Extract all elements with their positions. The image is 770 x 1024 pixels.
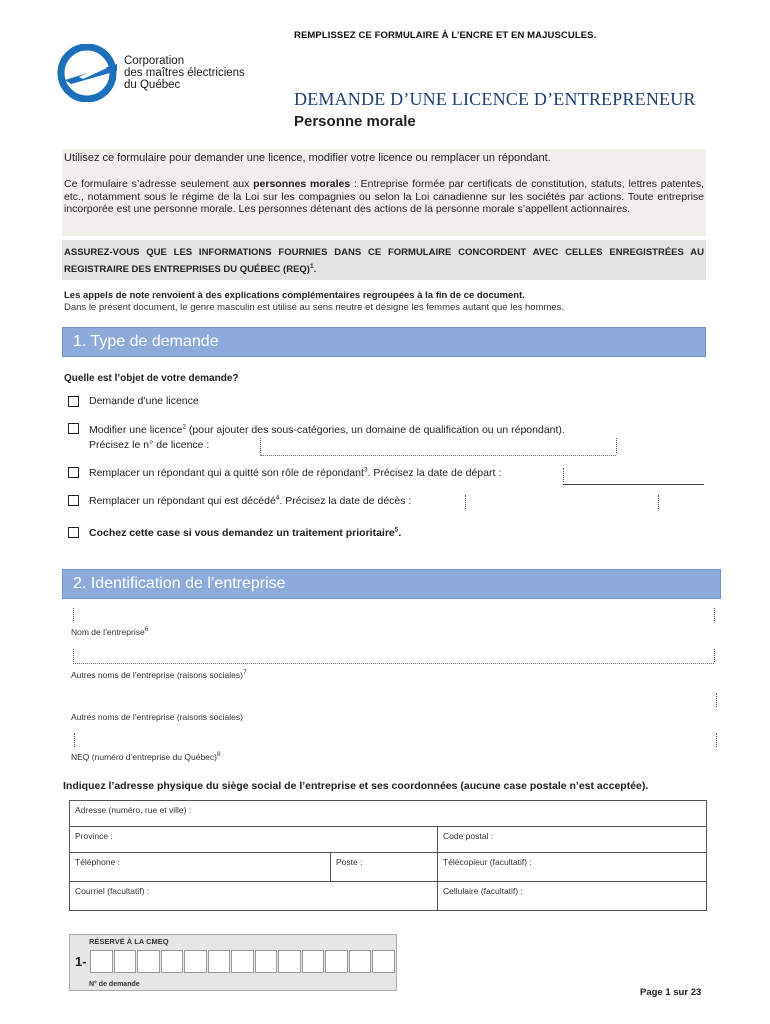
request-digit-box[interactable]: [372, 950, 395, 973]
checkbox-new-licence[interactable]: [68, 396, 79, 407]
reserved-title: RÉSERVÉ À LA CMEQ: [89, 937, 169, 946]
licence-number-field[interactable]: [260, 455, 616, 456]
licence-number-field-edge-right: [616, 438, 617, 453]
request-digit-box[interactable]: [325, 950, 348, 973]
section-1-header: [62, 327, 706, 357]
section-1-title: 1. Type de demande: [73, 333, 219, 350]
form-instruction: REMPLISSEZ CE FORMULAIRE À L’ENCRE ET EN MAJUSCULES.: [294, 30, 597, 41]
address-table: [69, 800, 707, 911]
document-subtitle: Personne morale: [294, 113, 416, 130]
other-names-2-field[interactable]: [716, 693, 717, 707]
logo-line-1: Corporation: [124, 55, 185, 67]
phone-cell[interactable]: Téléphone :: [70, 853, 331, 882]
neq-label: [71, 752, 221, 762]
logo-line-2: des maîtres électriciens: [124, 67, 245, 79]
other-names-1-text: Autres noms de l’entreprise (raisons sociales): [71, 670, 243, 680]
neq-text: NEQ (numéro d’entreprise du Québec): [71, 752, 217, 762]
request-digit-box[interactable]: [114, 950, 137, 973]
email-cell[interactable]: Courriel (facultatif) :: [70, 882, 438, 911]
opt3-text-end: . Précisez la date de départ :: [367, 467, 502, 479]
table-row: [70, 801, 707, 827]
opt2-text-end: (pour ajouter des sous-catégories, un domaine de qualification ou un répondant).: [186, 424, 565, 436]
address-cell[interactable]: Adresse (numéro, rue et ville) :: [70, 801, 707, 827]
death-date-field-edge: [465, 495, 466, 509]
opt3-footnote: 3: [363, 466, 368, 474]
page-number: Page 1 sur 23: [640, 987, 702, 998]
request-digit-box[interactable]: [255, 950, 278, 973]
request-digit-box[interactable]: [161, 950, 184, 973]
request-digit-box[interactable]: [90, 950, 113, 973]
section-2-title: 2. Identification de l’entreprise: [73, 575, 286, 592]
option-replace-respondent-left: [89, 467, 501, 479]
province-cell[interactable]: Province :: [70, 827, 438, 853]
opt4-text-end: . Précisez la date de décès :: [279, 495, 412, 507]
intro-para-start: Ce formulaire s’adresse seulement aux: [64, 178, 254, 190]
neq-footnote: 8: [217, 751, 221, 759]
other-names-1-footnote: 7: [242, 669, 247, 677]
cell-phone-cell[interactable]: Cellulaire (facultatif) :: [438, 882, 707, 911]
organization-name: [124, 55, 245, 91]
cmeq-logo-icon: [57, 44, 119, 102]
table-row: [70, 882, 707, 911]
intro-paragraph: [64, 178, 704, 216]
option-new-licence: Demande d’une licence: [89, 395, 199, 407]
other-names-2-label: Autres noms de l’entreprise (raisons sociales): [71, 712, 243, 722]
checkbox-priority[interactable]: [68, 527, 79, 538]
footnote-note: Les appels de note renvoient à des explications complémentaires regroupées à la fin de ce document.: [64, 290, 525, 301]
logo-line-3: du Québec: [124, 79, 181, 91]
request-digit-box[interactable]: [349, 950, 372, 973]
company-name-text: Nom de l’entreprise: [71, 627, 145, 637]
other-names-1-field-edge: [73, 649, 74, 662]
neq-field[interactable]: [716, 733, 717, 747]
warning-end: .: [313, 264, 317, 275]
fax-cell[interactable]: Télécopieur (facultatif) :: [438, 853, 707, 882]
table-row: [70, 853, 707, 882]
company-name-label: [71, 627, 148, 637]
extension-cell[interactable]: Poste :: [331, 853, 438, 882]
company-name-footnote: 6: [144, 626, 149, 634]
other-names-1-field[interactable]: [73, 663, 714, 664]
departure-date-field-edge: [563, 468, 564, 482]
request-question: Quelle est l’objet de votre demande?: [64, 373, 239, 384]
checkbox-replace-respondent-deceased[interactable]: [68, 495, 79, 506]
licence-number-label: Précisez le n° de licence :: [89, 439, 210, 451]
checkbox-replace-respondent-left[interactable]: [68, 467, 79, 478]
warning-footnote: 1: [309, 262, 314, 270]
opt5-footnote: 5: [394, 526, 399, 534]
request-number-label: N° de demande: [89, 981, 140, 988]
opt5-text: Cochez cette case si vous demandez un traitement prioritaire: [89, 527, 395, 539]
request-digit-box[interactable]: [278, 950, 301, 973]
opt3-text: Remplacer un répondant qui a quitté son rôle de répondant: [89, 467, 364, 479]
warning-text: [64, 244, 704, 278]
other-names-1-label: [71, 670, 247, 680]
request-digit-box[interactable]: [184, 950, 207, 973]
option-modify-licence: [89, 424, 565, 436]
opt2-footnote: 2: [182, 423, 187, 431]
opt5-text-end: .: [398, 527, 402, 539]
opt4-text: Remplacer un répondant qui est décédé: [89, 495, 276, 507]
postal-code-cell[interactable]: Code postal :: [438, 827, 707, 853]
option-replace-respondent-deceased: [89, 495, 411, 507]
gender-note: Dans le présent document, le genre masculin est utilisé au sens neutre et désigne les femmes autant que les hommes.: [64, 302, 565, 313]
warning-main: ASSUREZ-VOUS QUE LES INFORMATIONS FOURNIES DANS CE FORMULAIRE CONCORDENT AVEC CELLES ENREGISTRÉES AU REGISTRAIRE DES ENTREPRISES DU QUÉBEC (REQ): [64, 247, 704, 275]
option-priority: [89, 527, 401, 539]
checkbox-modify-licence[interactable]: [68, 423, 79, 434]
document-title: DEMANDE D’UNE LICENCE D’ENTREPRENEUR: [294, 89, 696, 109]
death-date-field[interactable]: [658, 495, 659, 509]
request-digit-box[interactable]: [231, 950, 254, 973]
intro-para-bold: personnes morales: [253, 178, 351, 190]
departure-date-field[interactable]: [563, 484, 704, 485]
intro-line: Utilisez ce formulaire pour demander une licence, modifier votre licence ou remplacer un répondant.: [64, 152, 551, 164]
table-row: [70, 827, 707, 853]
section-2-header: [62, 569, 721, 599]
address-heading: Indiquez l’adresse physique du siège social de l’entreprise et ses coordonnées (aucune case postale n’est acceptée).: [63, 780, 649, 792]
neq-field-edge: [74, 733, 75, 747]
other-names-1-field-edge-right: [714, 649, 715, 662]
request-digit-box[interactable]: [302, 950, 325, 973]
opt4-footnote: 4: [275, 494, 280, 502]
request-digit-box[interactable]: [208, 950, 231, 973]
company-name-field[interactable]: [714, 608, 715, 621]
request-digit-box[interactable]: [137, 950, 160, 973]
company-name-field-edge: [73, 608, 74, 621]
reserved-prefix: 1-: [75, 954, 87, 969]
intro-para-end: : Entreprise formée par certificats de constitution, statuts, lettres patentes, etc., notamment sous le régime de la Loi sur les compagnies ou selon la Loi canadienne sur les sociétés par actions. Toute entreprise incorporée est une personne morale. Les personnes détenant des actions de la personne morale s’appellent actionnaires.: [64, 178, 704, 215]
opt2-text: Modifier une licence: [89, 424, 183, 436]
request-number-boxes: [90, 950, 396, 973]
licence-number-field-edge: [260, 438, 261, 453]
